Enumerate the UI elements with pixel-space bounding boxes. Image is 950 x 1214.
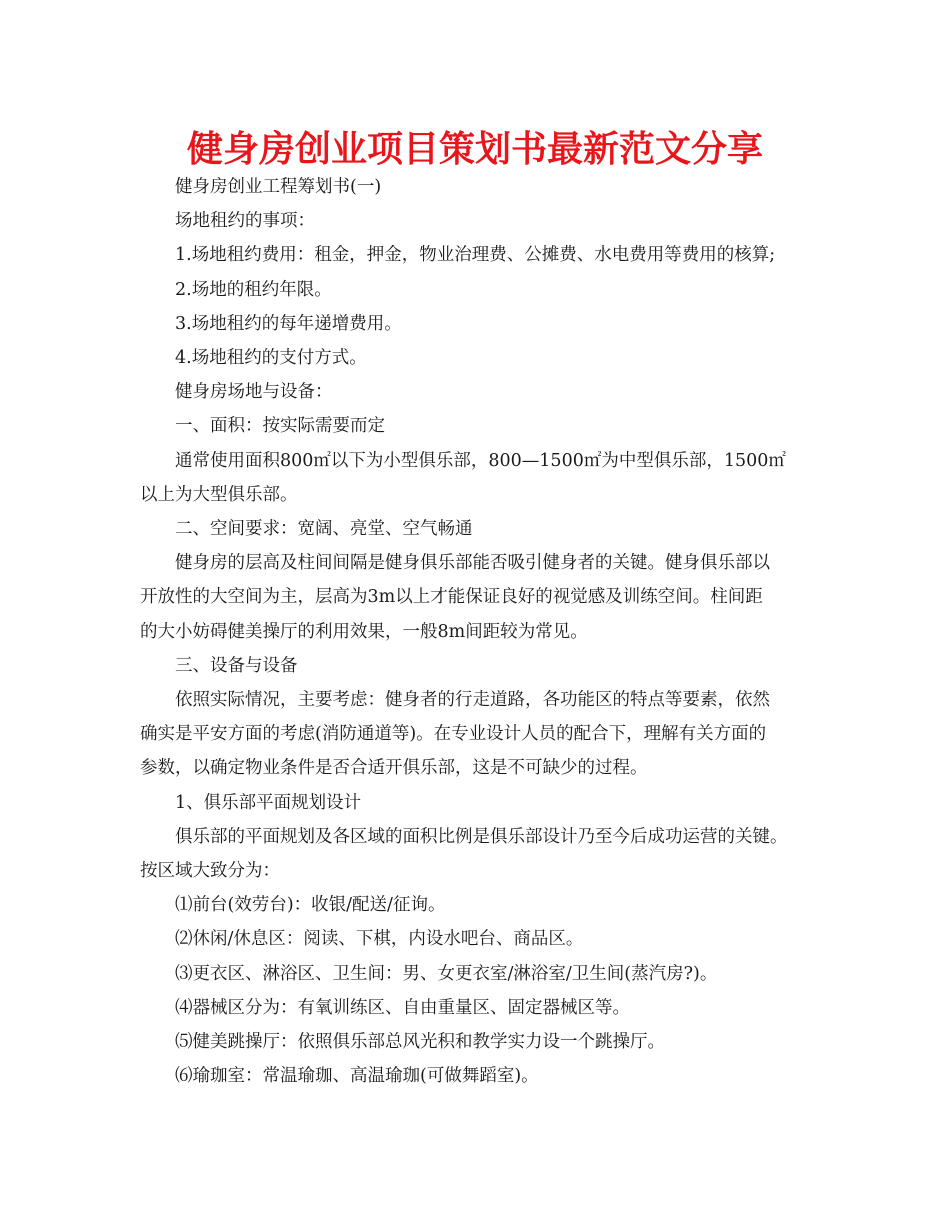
paragraph-line: 的大小妨碍健美操厅的利用效果，一般8m间距较为常见。 (140, 621, 588, 642)
paragraph-line: 3.场地租约的每年递增费用。 (175, 313, 402, 334)
document-title: 健身房创业项目策划书最新范文分享 (186, 129, 763, 170)
paragraph-line: ⑷器械区分为：有氧训练区、自由重量区、固定器械区等。 (175, 997, 630, 1018)
paragraph-line: ⑸健美跳操厅：依照俱乐部总风光积和教学实力设一个跳操厅。 (175, 1032, 665, 1053)
paragraph-line: 健身房场地与设备： (175, 382, 333, 403)
paragraph-line: ⑹瑜珈室：常温瑜珈、高温瑜珈(可做舞蹈室)。 (175, 1066, 539, 1087)
paragraph-line: 开放性的大空间为主，层高为3m以上才能保证良好的视觉感及训练空间。柱间距 (140, 587, 763, 608)
document-body (140, 170, 820, 1093)
paragraph-line: 1、俱乐部平面规划设计 (175, 792, 362, 813)
paragraph-line: 依照实际情况，主要考虑：健身者的行走道路，各功能区的特点等要素，依然 (175, 690, 770, 711)
paragraph-line: 1.场地租约费用：租金，押金，物业治理费、公摊费、水电费用等费用的核算; (175, 245, 776, 266)
paragraph-line: 一、面积：按实际需要而定 (175, 416, 385, 437)
paragraph-line: 参数，以确定物业条件是否合适开俱乐部，这是不可缺少的过程。 (140, 758, 648, 779)
paragraph-line: 以上为大型俱乐部。 (140, 484, 298, 505)
paragraph-line: 4.场地租约的支付方式。 (175, 348, 367, 369)
paragraph-line: 确实是平安方面的考虑(消防通道等)。在专业设计人员的配合下，理解有关方面的 (140, 724, 767, 745)
paragraph-line: 按区域大致分为： (140, 861, 280, 882)
paragraph-line: 三、设备与设备 (175, 655, 298, 676)
paragraph-line: 场地租约的事项： (175, 211, 315, 232)
paragraph-line: 2.场地的租约年限。 (175, 279, 332, 300)
paragraph-line: 俱乐部的平面规划及各区域的面积比例是俱乐部设计乃至今后成功运营的关键。 (175, 826, 788, 847)
paragraph-line: ⑴前台(效劳台)：收银/配送/征询。 (175, 895, 446, 916)
paragraph-line: 通常使用面积800㎡以下为小型俱乐部，800—1500㎡为中型俱乐部，1500㎡ (175, 450, 786, 471)
paragraph-line: 二、空间要求：宽阔、亮堂、空气畅通 (175, 519, 473, 540)
paragraph-line: ⑶更衣区、淋浴区、卫生间：男、女更衣室/淋浴室/卫生间(蒸汽房?)。 (175, 963, 718, 984)
paragraph-line: 健身房的层高及柱间间隔是健身俱乐部能否吸引健身者的关键。健身俱乐部以 (175, 553, 770, 574)
paragraph-line: ⑵休闲/休息区：阅读、下棋，内设水吧台、商品区。 (175, 929, 584, 950)
paragraph-line: 健身房创业工程筹划书(一) (175, 177, 382, 197)
